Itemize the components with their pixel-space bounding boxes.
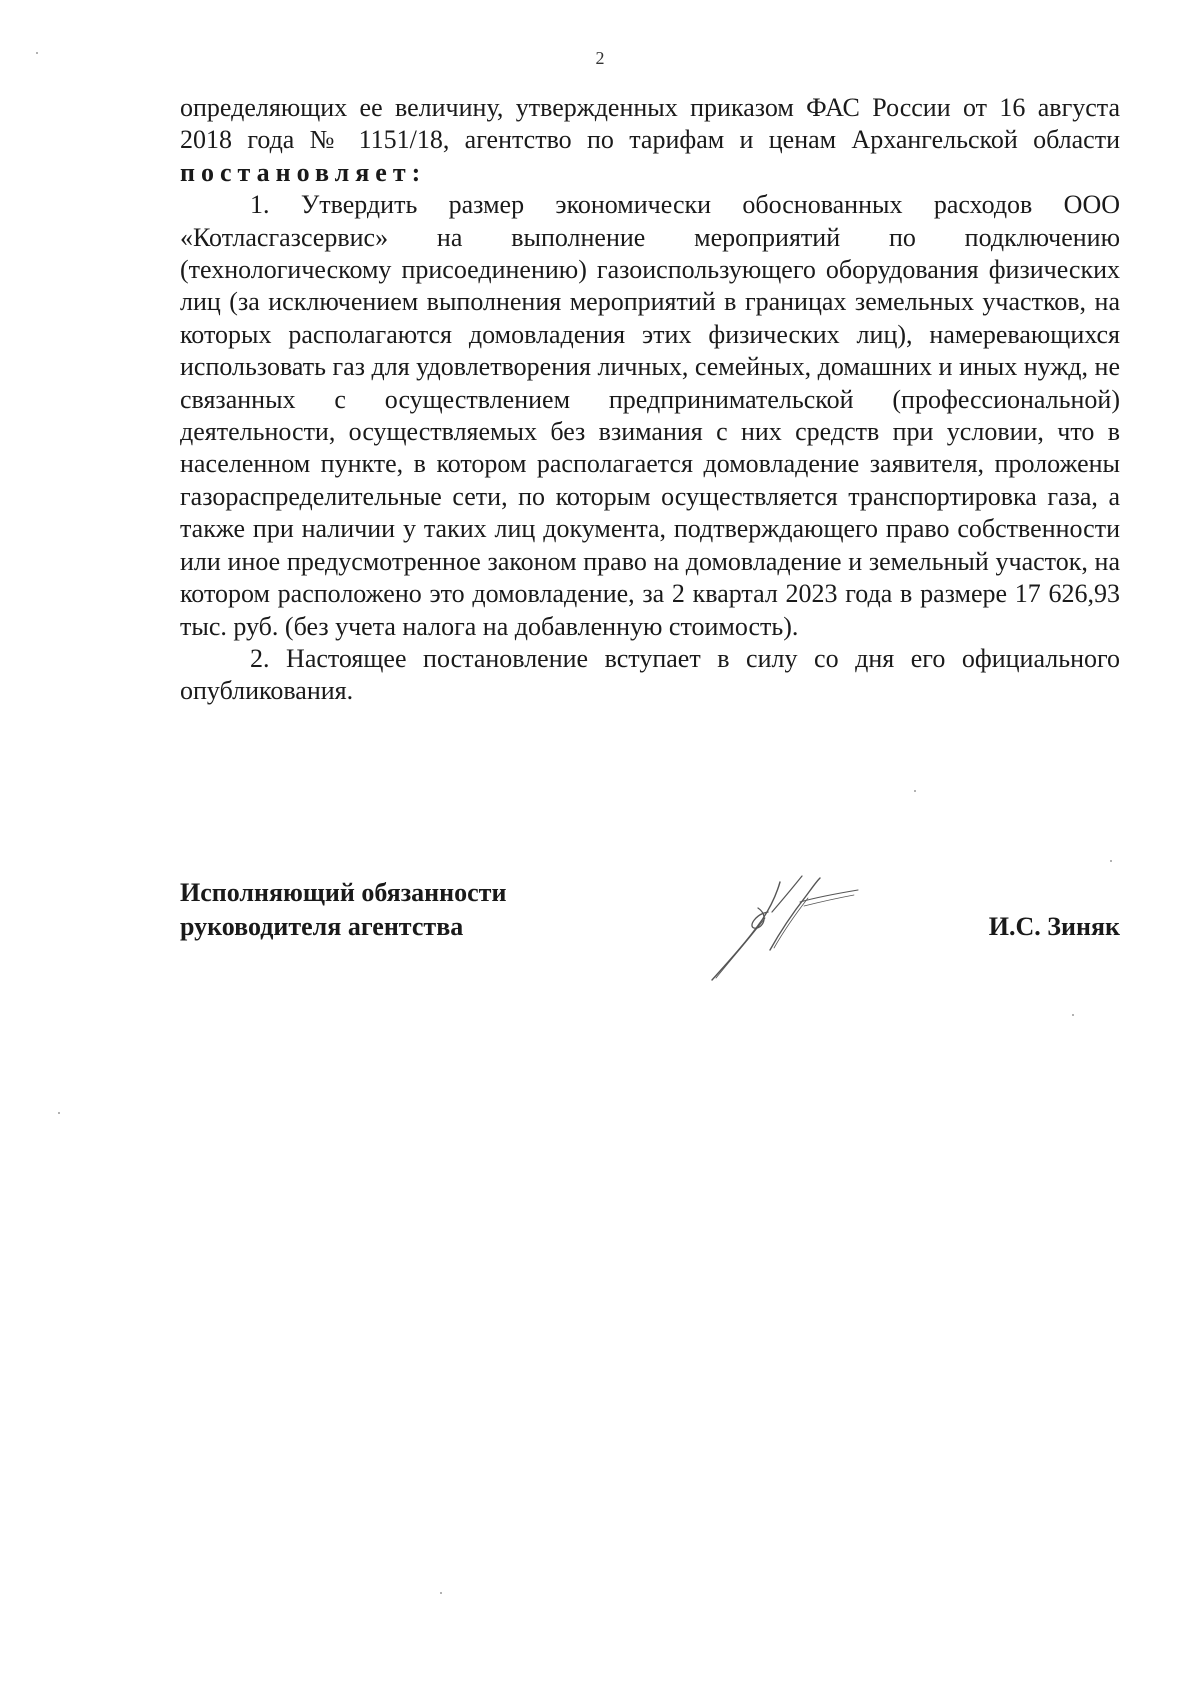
- scan-speck: [36, 52, 38, 54]
- scan-speck: [914, 790, 916, 792]
- scan-speck: [440, 1592, 442, 1594]
- item-1-paragraph: 1. Утвердить размер экономически обоснованных расходов ООО «Котласгазсервис» на выполнение мероприятий по подключению (технологическому присоединению) газоиспользующего оборудования физических лиц (за исключением выполнения мероприятий в границах земельных участков, на которых располагаются домовладения этих физических лиц), намеревающихся использовать газ для удовлетворения личных, семейных, домашних и иных нужд, не связанных с осуществлением предпринимательской (профессиональной) деятельности, осуществляемых без взимания с них средств при условии, что в населенном пункте, в котором располагается домовладение заявителя, проложены газораспределительные сети, по которым осуществляется транспортировка газа, а также при наличии у таких лиц документа, подтверждающего право собственности или иное предусмотренное законом право на домовладение и земельный участок, на котором расположено это домовладение, за 2 квартал 2023 года в размере 17 626,93 тыс. руб. (без учета налога на добавленную стоимость).: [180, 190, 1120, 641]
- intro-text: определяющих ее величину, утвержденных приказом ФАС России от 16 августа 2018 года № 1151/18, агентство по тарифам и ценам Архангельской области: [180, 93, 1120, 155]
- signature-block: [180, 876, 1120, 996]
- handwritten-signature: [710, 868, 870, 984]
- signer-position-line-2: руководителя агентства: [180, 912, 464, 941]
- signer-position-line-1: Исполняющий обязанности: [180, 878, 507, 907]
- scan-speck: [1110, 860, 1112, 862]
- signer-position: [180, 876, 506, 944]
- intro-paragraph: [180, 92, 1120, 189]
- signer-name: И.С. Зиняк: [988, 912, 1120, 941]
- decree-word: постановляет:: [180, 157, 427, 187]
- item-2-paragraph: 2. Настоящее постановление вступает в силу со дня его официального опубликования.: [180, 643, 1120, 706]
- scan-speck: [58, 1112, 60, 1114]
- scan-speck: [1072, 1014, 1074, 1016]
- document-body: [180, 92, 1120, 708]
- page-number: 2: [595, 48, 605, 68]
